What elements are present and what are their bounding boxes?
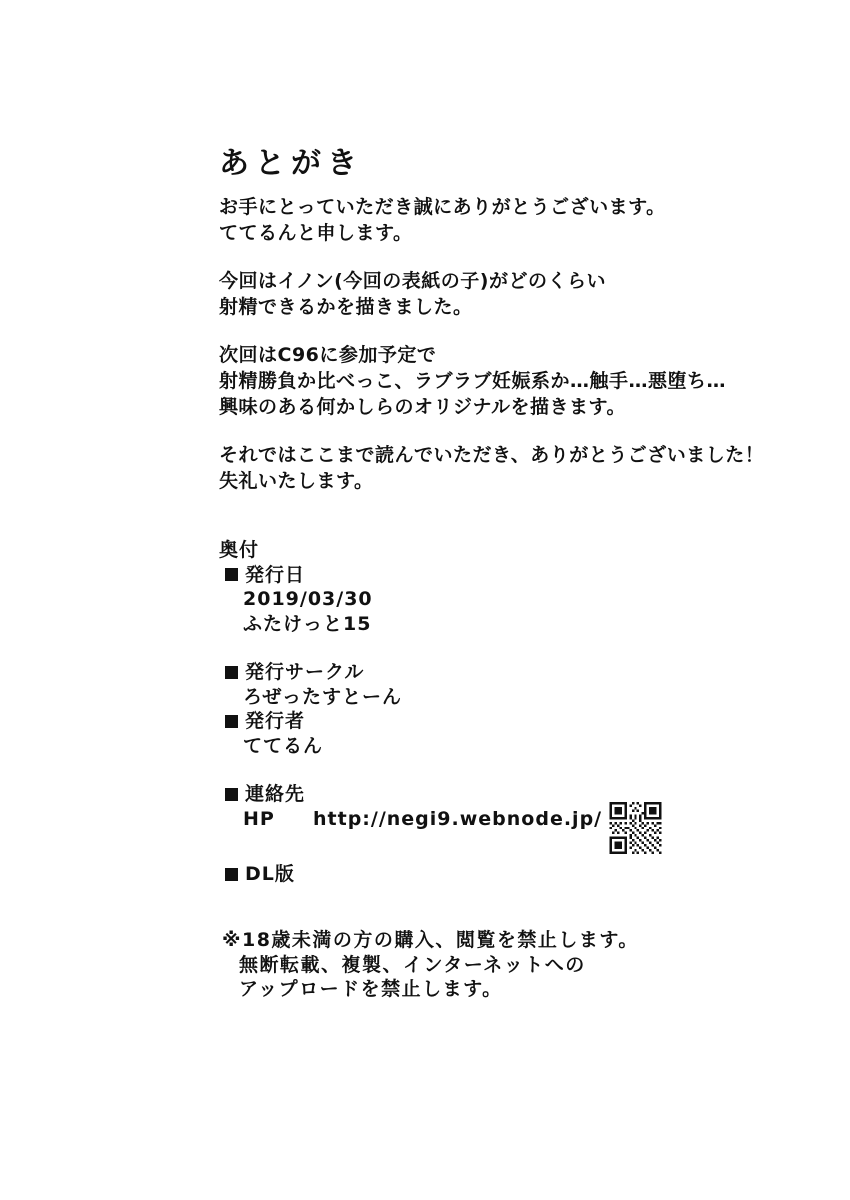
square-bullet-icon: [225, 715, 238, 728]
square-bullet-icon: [225, 666, 238, 679]
publisher-label-row: [219, 709, 779, 734]
paragraph-next-plans: [219, 342, 819, 420]
text-line: 今回はイノン(今回の表紙の子)がどのくらい: [219, 270, 606, 292]
publisher-label: 発行者: [245, 710, 306, 732]
circle-name-value: ろぜったすとーん: [243, 685, 403, 708]
text-line: 次回はC96に参加予定で: [219, 344, 437, 366]
contact-hp-row: [219, 807, 779, 832]
colophon-heading: 奥付: [219, 539, 260, 561]
contact-label: 連絡先: [245, 783, 306, 805]
circle-label: 発行サークル: [245, 661, 365, 683]
afterword-section: [219, 146, 819, 516]
square-bullet-icon: [225, 868, 238, 881]
square-bullet-icon: [225, 568, 238, 581]
dl-version-label: DL版: [245, 863, 295, 885]
publish-date-label: 発行日: [245, 563, 306, 586]
disclaimer-line: ※18歳未満の方の購入、閲覧を禁止します。: [222, 929, 639, 951]
homepage-url: http://negi9.webnode.jp/: [313, 807, 603, 830]
paragraph-about-book: [219, 268, 819, 320]
disclaimer-line: 無断転載、複製、インターネットへの: [239, 953, 586, 976]
circle-label-row: [219, 660, 779, 685]
page-title: あとがき: [219, 146, 363, 181]
contact-label-row: [219, 782, 779, 807]
square-bullet-icon: [225, 788, 238, 801]
disclaimer-line: アップロードを禁止します。: [239, 978, 503, 1000]
text-line: ててるんと申します。: [219, 222, 413, 244]
paragraph-greeting: [219, 194, 819, 246]
text-line: お手にとっていただき誠にありがとうございます。: [219, 196, 666, 218]
text-line: 失礼いたします。: [219, 470, 374, 492]
hp-label: HP: [243, 807, 275, 830]
publish-event-value: ふたけっと15: [243, 612, 372, 635]
publisher-name-value: ててるん: [243, 734, 324, 757]
publish-date-label-row: [219, 563, 779, 588]
dl-version-label-row: [219, 862, 779, 887]
text-line: 射精できるかを描きました。: [219, 296, 473, 318]
text-line: 射精勝負か比べっこ、ラブラブ妊娠系か…触手…悪堕ち…: [219, 370, 727, 392]
publish-date-value: 2019/03/30: [243, 588, 373, 610]
paragraph-closing: [219, 442, 819, 494]
text-line: それではここまで読んでいただき、ありがとうございました！: [219, 444, 765, 466]
disclaimer-section: [222, 928, 782, 1002]
colophon-section: [219, 538, 779, 887]
qr-code-icon: [608, 802, 663, 854]
text-line: 興味のある何かしらのオリジナルを描きます。: [219, 396, 627, 418]
